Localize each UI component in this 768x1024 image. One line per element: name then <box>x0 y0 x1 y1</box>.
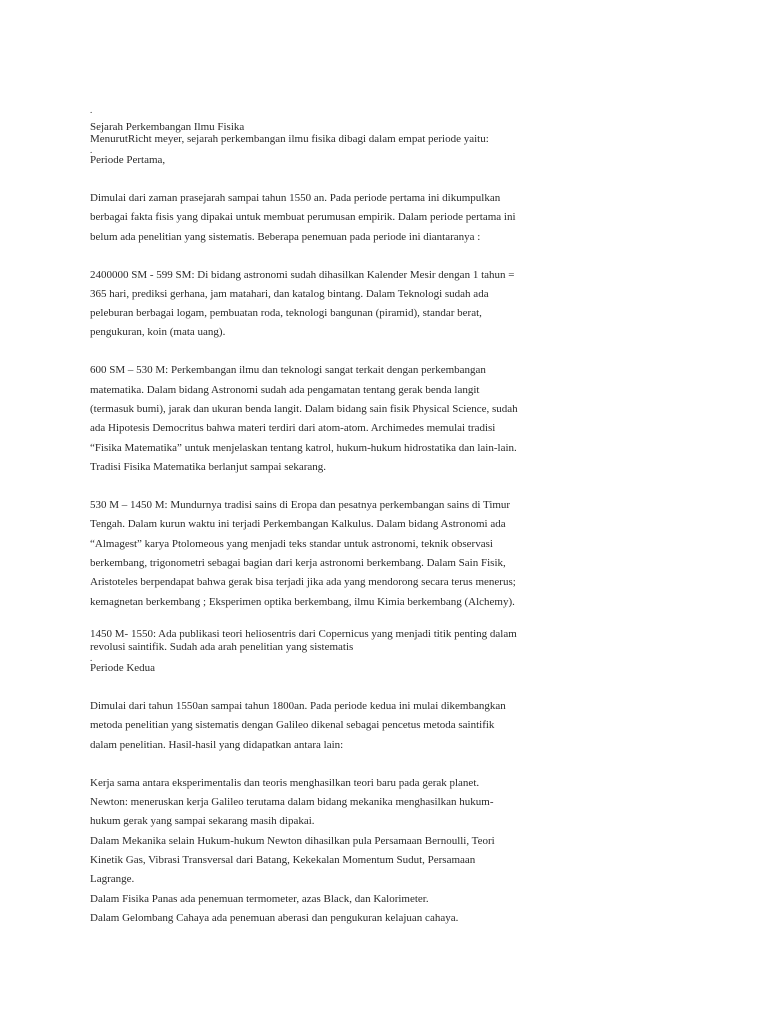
paragraph-line: Tradisi Fisika Matematika berlanjut sampai sekarang. <box>90 461 327 473</box>
list-item: Dalam Gelombang Cahaya ada penemuan aberasi dan pengukuran kelajuan cahaya. <box>90 912 459 924</box>
paragraph-line: 600 SM – 530 M: Perkembangan ilmu dan teknologi sangat terkait dengan perkembangan <box>90 364 486 376</box>
list-item: Dalam Fisika Panas ada penemuan termometer, azas Black, dan Kalorimeter. <box>90 893 429 905</box>
intro-text: MenurutRicht meyer, sejarah perkembangan ilmu fisika dibagi dalam empat periode yaitu: <box>90 133 489 145</box>
paragraph-line: berkembang, trigonometri sebagai bagian dari kerja astronomi berkembang. Dalam Sain Fisik, <box>90 557 506 569</box>
list-item: Dalam Mekanika selain Hukum-hukum Newton dihasilkan pula Persamaan Bernoulli, Teori <box>90 835 495 847</box>
period1-heading: Periode Pertama, <box>90 154 166 166</box>
period2-heading: Periode Kedua <box>90 662 156 674</box>
paragraph-line: revolusi saintifik. Sudah ada arah penelitian yang sistematis <box>90 641 354 653</box>
paragraph-line: 530 M – 1450 M: Mundurnya tradisi sains di Eropa dan pesatnya perkembangan sains di Timur <box>90 499 511 511</box>
paragraph-line: pengukuran, koin (mata uang). <box>90 326 226 338</box>
paragraph-line: 1450 M- 1550: Ada publikasi teori heliosentris dari Copernicus yang menjadi titik penting dalam <box>90 628 517 640</box>
list-item: Kinetik Gas, Vibrasi Transversal dari Batang, Kekekalan Momentum Sudut, Persamaan <box>90 854 476 866</box>
paragraph-line: Tengah. Dalam kurun waktu ini terjadi Perkembangan Kalkulus. Dalam bidang Astronomi ada <box>90 518 506 530</box>
document-title: Sejarah Perkembangan Ilmu Fisika <box>90 121 245 133</box>
paragraph-line: “Fisika Matematika” untuk menjelaskan tentang katrol, hukum-hukum hidrostatika dan lain-lain. <box>90 442 517 454</box>
paragraph-line: kemagnetan berkembang ; Eksperimen optika berkembang, ilmu Kimia berkembang (Alchemy). <box>90 596 515 608</box>
paragraph-line: 365 hari, prediksi gerhana, jam matahari, dan katalog bintang. Dalam Teknologi sudah ada <box>90 288 489 300</box>
dot-marker: . <box>90 145 93 155</box>
paragraph-line: berbagai fakta fisis yang dipakai untuk membuat perumusan empirik. Dalam periode pertama ini <box>90 211 516 223</box>
paragraph-line: “Almagest” karya Ptolomeous yang menjadi teks standar untuk astronomi, teknik observasi <box>90 538 493 550</box>
list-item: hukum gerak yang sampai sekarang masih dipakai. <box>90 815 315 827</box>
dot-marker: . <box>90 653 93 663</box>
paragraph-line: (termasuk bumi), jarak dan ukuran benda langit. Dalam bidang sain fisik Physical Science, sudah <box>90 403 518 415</box>
paragraph-line: Dimulai dari zaman prasejarah sampai tahun 1550 an. Pada periode pertama ini dikumpulkan <box>90 192 501 204</box>
paragraph-line: peleburan berbagai logam, pembuatan roda, teknologi bangunan (piramid), standar berat, <box>90 307 482 319</box>
paragraph-line: metoda penelitian yang sistematis dengan Galileo dikenal sebagai pencetus metoda saintifik <box>90 719 495 731</box>
paragraph-line: Dimulai dari tahun 1550an sampai tahun 1800an. Pada periode kedua ini mulai dikembangkan <box>90 700 506 712</box>
list-item: Lagrange. <box>90 873 135 885</box>
list-item: Newton: meneruskan kerja Galileo terutama dalam bidang mekanika menghasilkan hukum- <box>90 796 494 808</box>
dot-marker: . <box>90 105 93 115</box>
paragraph-line: ada Hipotesis Democritus bahwa materi terdiri dari atom-atom. Archimedes memulai tradisi <box>90 422 496 434</box>
list-item: Kerja sama antara eksperimentalis dan teoris menghasilkan teori baru pada gerak planet. <box>90 777 480 789</box>
paragraph-line: 2400000 SM - 599 SM: Di bidang astronomi sudah dihasilkan Kalender Mesir dengan 1 tahun = <box>90 269 515 281</box>
paragraph-line: Aristoteles berpendapat bahwa gerak bisa terjadi jika ada yang mendorong secara terus menerus; <box>90 576 516 588</box>
paragraph-line: matematika. Dalam bidang Astronomi sudah ada pengamatan tentang gerak benda langit <box>90 384 480 396</box>
paragraph-line: belum ada penelitian yang sistematis. Beberapa penemuan pada periode ini diantaranya : <box>90 231 481 243</box>
paragraph-line: dalam penelitian. Hasil-hasil yang didapatkan antara lain: <box>90 739 344 751</box>
